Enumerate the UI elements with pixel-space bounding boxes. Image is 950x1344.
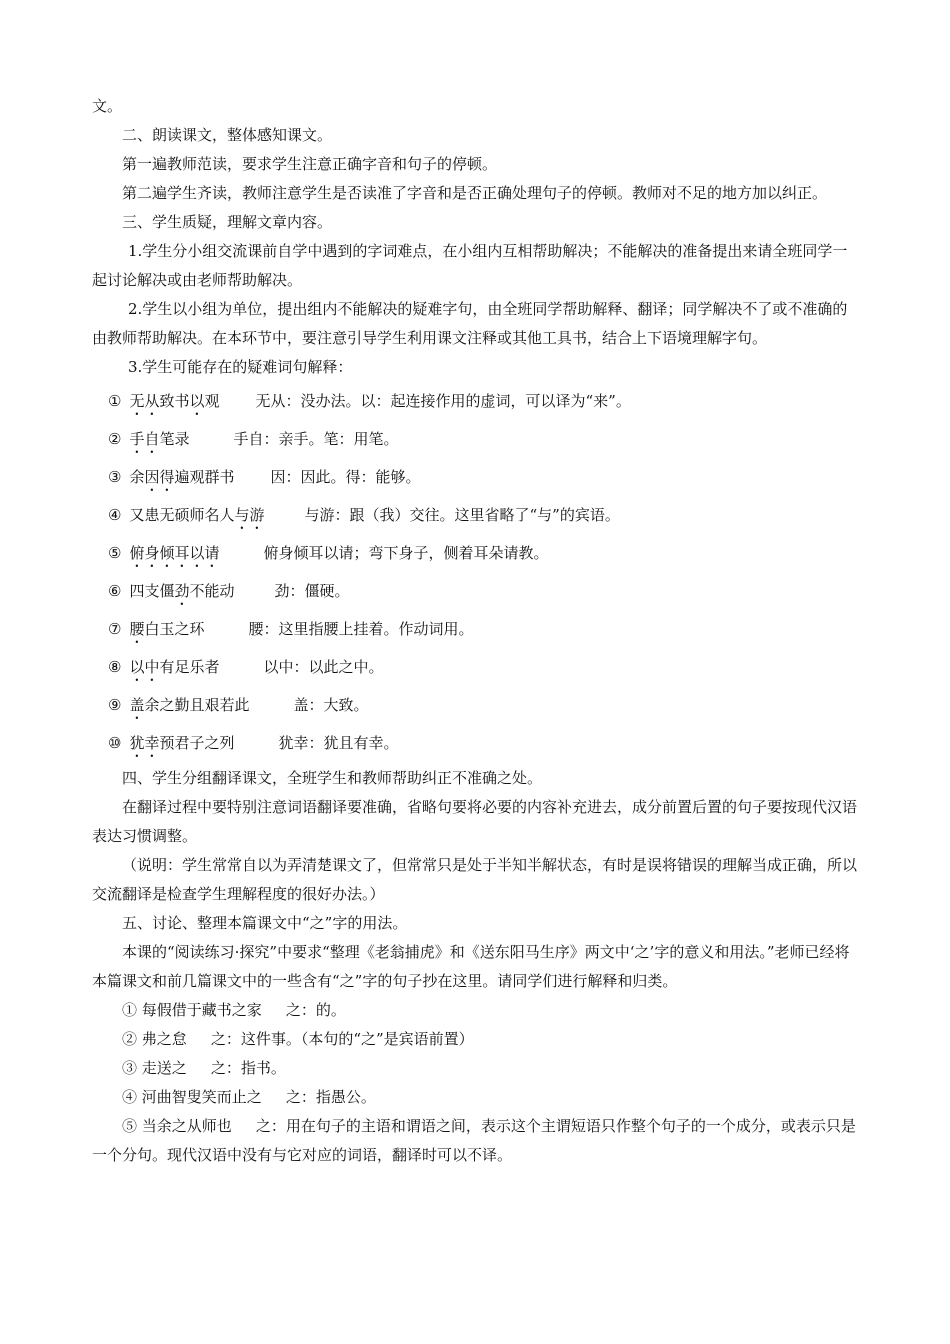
vocab-item: ③ 余因得遍观群书 因：因此。得：能够。 — [108, 468, 421, 486]
vocab-item: ⑥ 四支僵劲不能动 劲：僵硬。 — [108, 582, 350, 600]
vocab-item: ② 手自笔录 手自：亲手。笔：用笔。 — [108, 430, 399, 448]
usage-item: ③ 走送之 之：指书。 — [122, 1059, 286, 1077]
vocab-item: ① 无从致书以观 无从：没办法。以：起连接作用的虚词，可以译为“来”。 — [108, 392, 631, 410]
paragraph: 1.学生分小组交流课前自学中遇到的字词难点，在小组内互相帮助解决；不能解决的准备提出来请全班同学一起讨论解决或由老师帮助解决。 — [92, 242, 848, 289]
section-heading-3: 三、学生质疑，理解文章内容。 — [122, 213, 333, 231]
paragraph: 3.学生可能存在的疑难词句解释： — [128, 358, 353, 376]
vocab-item: ⑤ 俯身倾耳以请 俯身倾耳以请；弯下身子，侧着耳朵请教。 — [108, 544, 549, 562]
paragraph: 本课的“阅读练习·探究”中要求“整理《老翁捕虎》和《送东阳马生序》两文中‘之’字的意义和用法。”老师已经将本篇课文和前几篇课文中的一些含有“之”字的句子抄在这里。请同学们进行解释和归类。 — [92, 943, 850, 990]
paragraph: 2.学生以小组为单位，提出组内不能解决的疑难字句，由全班同学帮助解释、翻译；同学解决不了或不准确的由教师帮助解决。在本环节中，要注意引导学生利用课文注释或其他工具书，结合上下语境理解字句。 — [92, 300, 848, 347]
paragraph: 文。 — [92, 97, 123, 115]
vocab-item: ⑩ 犹幸预君子之列 犹幸：犹且有幸。 — [108, 734, 399, 752]
vocab-item: ④ 又患无硕师名人与游 与游：跟（我）交往。这里省略了“与”的宾语。 — [108, 506, 620, 524]
usage-list — [92, 996, 862, 1170]
vocab-item: ⑨ 盖余之勤且艰若此 盖：大致。 — [108, 696, 369, 714]
vocab-item: ⑧ 以中有足乐者 以中：以此之中。 — [108, 658, 384, 676]
paragraph: 第二遍学生齐读，教师注意学生是否读准了字音和是否正确处理句子的停顿。教师对不足的地方加以纠正。 — [122, 184, 828, 202]
note-paragraph: （说明：学生常常自以为弄清楚课文了，但常常只是处于半知半解状态，有时是误将错误的理解当成正确，所以交流翻译是检查学生理解程度的很好办法。） — [92, 856, 858, 903]
section-heading-5: 五、讨论、整理本篇课文中“之”字的用法。 — [122, 914, 408, 932]
usage-item: ② 弗之怠 之：这件事。（本句的“之”是宾语前置） — [122, 1030, 474, 1048]
paragraph: 第一遍教师范读，要求学生注意正确字音和句子的停顿。 — [122, 155, 498, 173]
section-heading-4: 四、学生分组翻译课文，全班学生和教师帮助纠正不准确之处。 — [122, 769, 543, 787]
paragraph: 在翻译过程中要特别注意词语翻译要准确，省略句要将必要的内容补充进去，成分前置后置的句子要按现代汉语表达习惯调整。 — [92, 798, 858, 845]
vocab-item: ⑦ 腰白玉之环 腰：这里指腰上挂着。作动词用。 — [108, 620, 474, 638]
section-heading-2: 二、朗读课文，整体感知课文。 — [122, 126, 333, 144]
vocab-list — [92, 382, 862, 762]
usage-item: ① 每假借于藏书之家 之：的。 — [122, 1001, 346, 1019]
usage-item: ⑤ 当余之从师也 之：用在句子的主语和谓语之间，表示这个主谓短语只作整个句子的一个成分，或表示只是一个分句。现代汉语中没有与它对应的词语，翻译时可以不译。 — [92, 1117, 856, 1164]
document-page — [92, 92, 862, 1170]
usage-item: ④ 河曲智叟笑而止之 之：指愚公。 — [122, 1088, 376, 1106]
